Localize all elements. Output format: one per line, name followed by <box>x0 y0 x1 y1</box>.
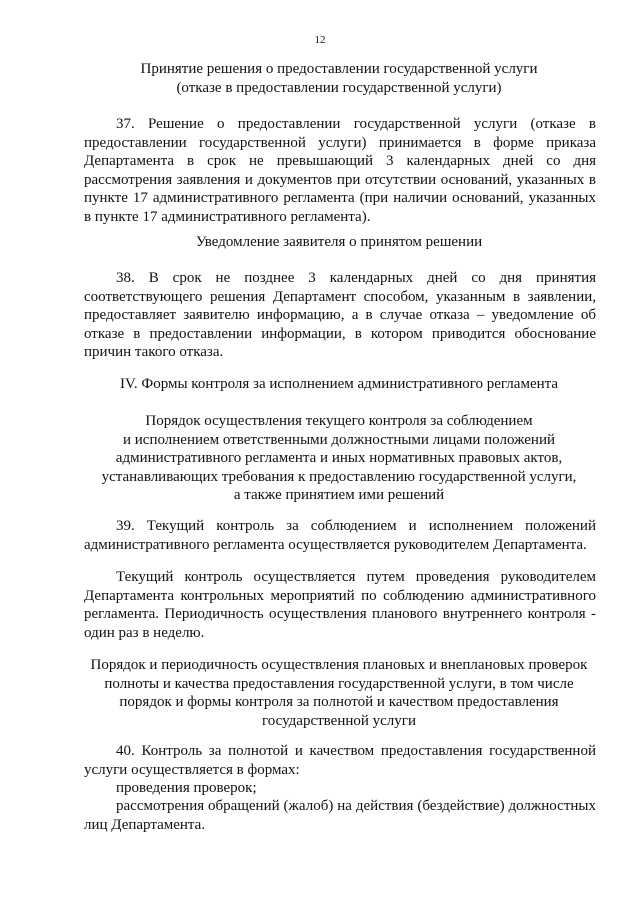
heading-line: (отказе в предоставлении государственной услуги) <box>176 79 502 96</box>
heading-line: а также принятием ими решений <box>233 487 445 503</box>
list-item: проведения проверок; <box>116 780 257 796</box>
paragraph-39b: Текущий контроль осуществляется путем проведения руководителем Департамента контрольных мероприятий по соблюдению административного регламента. Периодичность осуществления планового внутреннего контроля - один раз в неделю. <box>84 569 596 641</box>
paragraph-40: 40. Контроль за полнотой и качеством предоставления государственной услуги осуществляется в формах: <box>84 743 596 778</box>
paragraph-37: 37. Решение о предоставлении государственной услуги (отказе в предоставлении государственной услуги) принимается в форме приказа Департамента в срок не превышающий 3 календарных дней со дня рассмотрения заявления и документов при отсутствии оснований, указанных в пункте 17 административного регламента (при наличии оснований, указанных в пункте 17 административного регламента). <box>84 116 596 225</box>
section-heading-iv: IV. Формы контроля за исполнением административного регламента <box>119 376 559 392</box>
heading-line: государственной услуги <box>262 712 416 729</box>
paragraph-39a: 39. Текущий контроль за соблюдением и исполнением положений административного регламента осуществляется руководителем Департамента. <box>84 518 596 553</box>
section-heading-notification: Уведомление заявителя о принятом решении <box>195 234 483 250</box>
heading-line: и исполнением ответственными должностными лицами положений <box>122 431 556 448</box>
heading-line: устанавливающих требования к предоставлению государственной услуги, <box>101 468 577 485</box>
heading-line: Принятие решения о предоставлении государственной услуги <box>140 61 538 77</box>
list-item: рассмотрения обращений (жалоб) на действия (бездействие) должностных лиц Департамента. <box>84 798 596 833</box>
heading-line: порядок и формы контроля за полнотой и качеством предоставления <box>119 694 559 710</box>
heading-line: полноты и качества предоставления государственной услуги, в том числе <box>104 675 574 692</box>
section-heading-current-control <box>84 412 594 505</box>
page-number: 12 <box>314 34 326 46</box>
section-heading-decision <box>84 60 594 97</box>
heading-line: Порядок осуществления текущего контроля за соблюдением <box>145 413 533 429</box>
heading-line: Порядок и периодичность осуществления плановых и внеплановых проверок <box>90 657 588 673</box>
section-heading-inspections <box>84 656 594 730</box>
heading-line: административного регламента и иных нормативных правовых актов, <box>115 450 563 466</box>
paragraph-38: 38. В срок не позднее 3 календарных дней со дня принятия соответствующего решения Департамент способом, указанным в заявлении, предоставляет заявителю информацию, а в случае отказа – уведомление об отказе в предоставлении информации, в котором приводится обоснование причин такого отказа. <box>84 270 596 360</box>
